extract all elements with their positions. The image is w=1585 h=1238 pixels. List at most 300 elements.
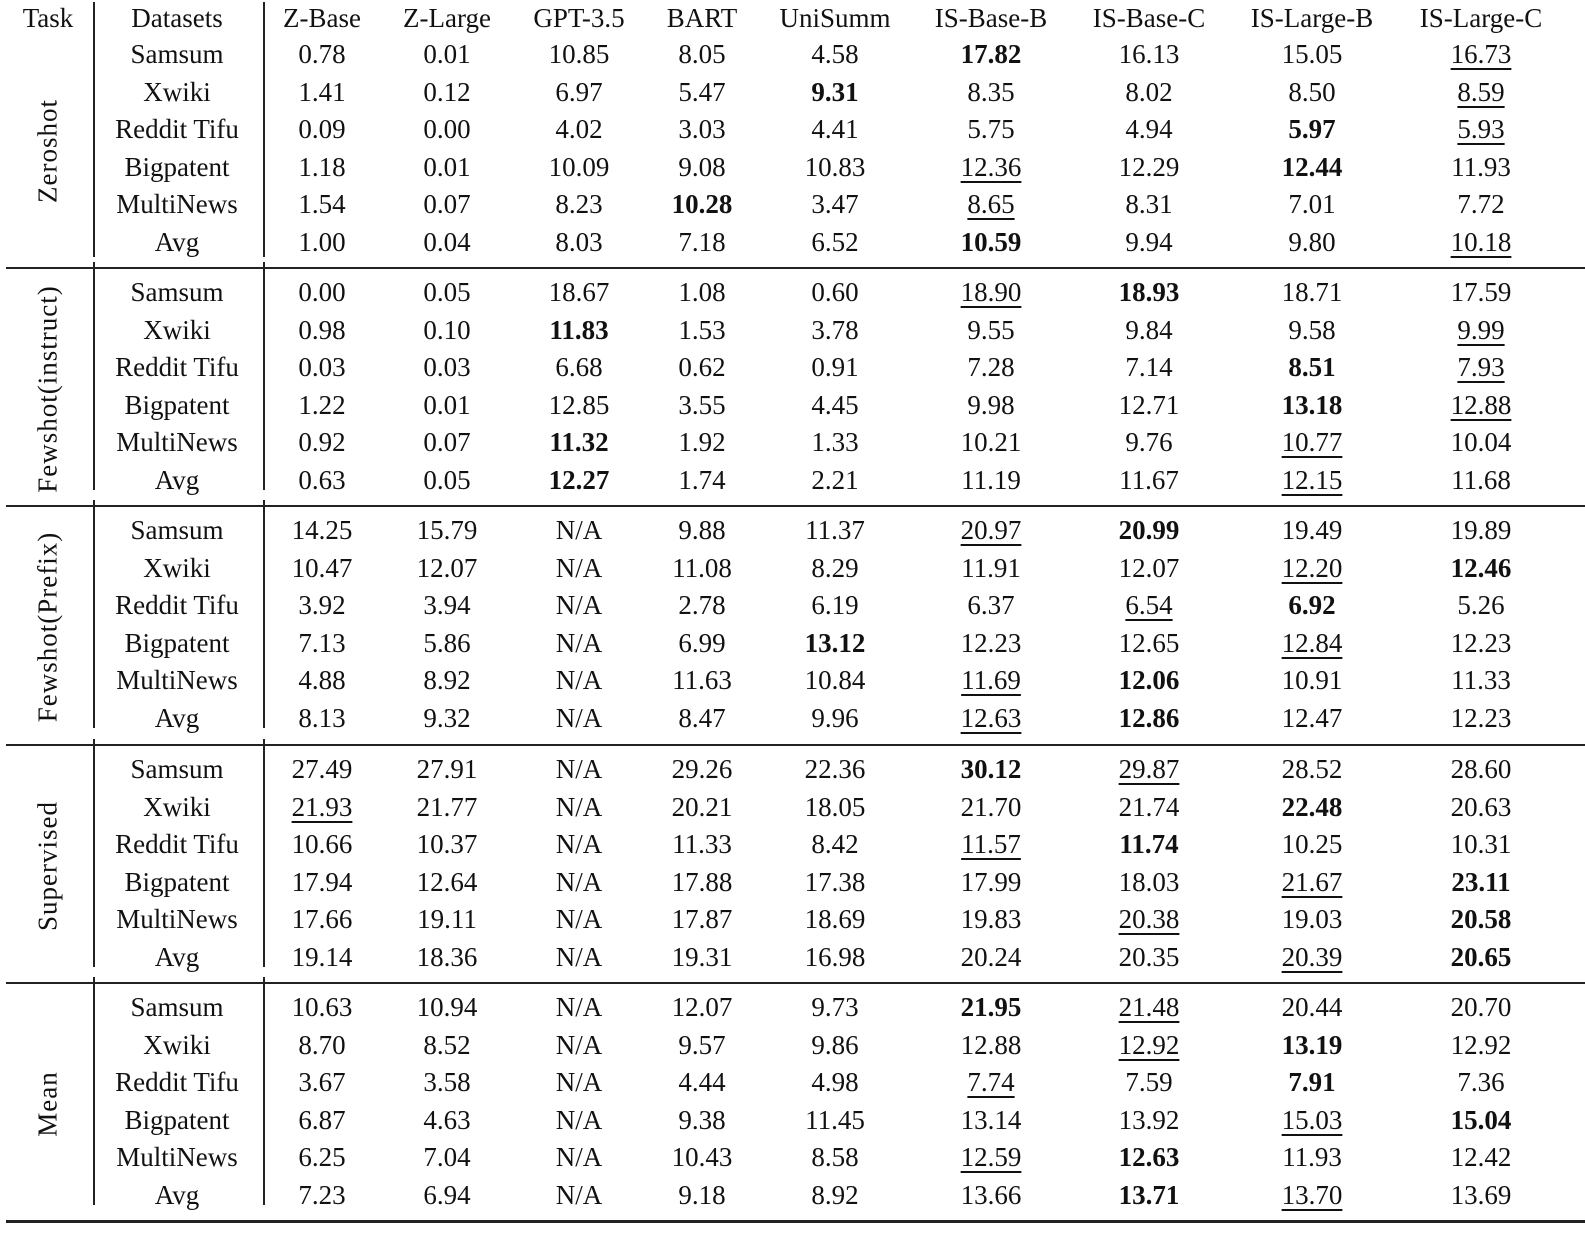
score-value: 12.42: [1450, 1142, 1512, 1172]
score-value: 9.99: [1457, 314, 1505, 345]
score-value: 12.47: [1281, 702, 1343, 733]
table-row: [0, 700, 1585, 738]
score-value: 9.80: [1288, 226, 1336, 257]
score-value: 0.63: [298, 464, 346, 495]
score-value: 1.74: [678, 464, 726, 495]
best-score-cell: [1237, 149, 1387, 187]
second-best-score-cell: [1406, 111, 1556, 149]
score-value: 21.93: [291, 791, 353, 822]
score-cell: [262, 1027, 382, 1065]
score-value: 9.55: [967, 314, 1015, 345]
column-header: IS-Large-C: [1419, 3, 1543, 33]
score-value: 11.69: [961, 665, 1021, 695]
second-best-score-cell: [1237, 1177, 1387, 1215]
score-cell: [770, 864, 900, 902]
score-cell: [1406, 424, 1556, 462]
best-score-cell: [1074, 274, 1224, 312]
score-value: 12.92: [1450, 1029, 1512, 1060]
score-cell: [387, 462, 507, 500]
score-cell: [1406, 512, 1556, 550]
table-row: [0, 224, 1585, 262]
score-cell: [1237, 312, 1387, 350]
second-best-score-cell: [1237, 864, 1387, 902]
score-value: 19.89: [1450, 515, 1512, 545]
score-cell: [1406, 662, 1556, 700]
score-value: N/A: [555, 1029, 603, 1060]
score-cell: [1406, 186, 1556, 224]
score-cell: [519, 387, 639, 425]
score-value: 20.24: [960, 941, 1022, 972]
score-value: 12.71: [1118, 389, 1180, 420]
score-cell: [770, 36, 900, 74]
score-cell: [387, 1064, 507, 1102]
best-score-cell: [1074, 662, 1224, 700]
score-cell: [770, 1064, 900, 1102]
score-cell: [387, 939, 507, 977]
score-value: 15.04: [1450, 1104, 1512, 1135]
score-value: 7.91: [1288, 1067, 1336, 1097]
score-value: 3.03: [678, 114, 726, 144]
score-value: 11.45: [805, 1104, 865, 1135]
score-cell: [770, 349, 900, 387]
score-value: 12.20: [1281, 552, 1343, 583]
score-cell: [387, 1102, 507, 1140]
score-value: 2.78: [678, 590, 726, 620]
score-value: 18.90: [960, 277, 1022, 307]
score-value: 20.21: [671, 791, 733, 822]
score-cell: [519, 149, 639, 187]
score-value: 8.31: [1125, 189, 1173, 219]
score-cell: [647, 989, 757, 1027]
score-value: 16.98: [804, 941, 866, 972]
score-value: 0.04: [423, 226, 471, 257]
second-best-score-cell: [1406, 74, 1556, 112]
score-value: 12.29: [1118, 151, 1180, 182]
score-value: 8.13: [298, 702, 346, 733]
table-row: [0, 387, 1585, 425]
score-cell: [770, 700, 900, 738]
score-cell: [262, 186, 382, 224]
score-cell: [387, 901, 507, 939]
score-value: N/A: [555, 791, 603, 822]
score-value: 11.83: [549, 314, 609, 345]
score-value: 20.35: [1118, 941, 1180, 972]
score-value: N/A: [555, 904, 603, 934]
score-cell: [1406, 149, 1556, 187]
score-value: 6.68: [555, 352, 603, 382]
score-cell: [647, 625, 757, 663]
score-cell: [647, 1102, 757, 1140]
second-best-score-cell: [1074, 1027, 1224, 1065]
score-cell: [916, 864, 1066, 902]
score-cell: [387, 1177, 507, 1215]
second-best-score-cell: [262, 789, 382, 827]
task-column-divider: [93, 262, 95, 490]
score-value: 4.88: [298, 665, 346, 695]
table-row: [0, 789, 1585, 827]
score-value: 28.52: [1281, 754, 1343, 784]
column-header: IS-Base-C: [1092, 3, 1206, 33]
score-cell: [770, 149, 900, 187]
score-value: 3.92: [298, 590, 346, 620]
score-value: 10.91: [1281, 665, 1343, 695]
score-cell: [770, 387, 900, 425]
dataset-name: Bigpatent: [124, 627, 230, 658]
score-cell: [1074, 1102, 1224, 1140]
score-cell: [1237, 662, 1387, 700]
score-cell: [1074, 149, 1224, 187]
score-value: 7.01: [1288, 189, 1336, 219]
score-cell: [647, 826, 757, 864]
score-value: 12.63: [960, 702, 1022, 733]
score-value: 9.84: [1125, 314, 1173, 345]
score-value: 18.67: [548, 277, 610, 307]
table-row: [0, 462, 1585, 500]
score-value: 0.12: [423, 76, 471, 107]
score-cell: [770, 901, 900, 939]
score-cell: [262, 625, 382, 663]
second-best-score-cell: [1237, 939, 1387, 977]
best-score-cell: [519, 462, 639, 500]
table-row: [0, 1102, 1585, 1140]
score-cell: [770, 662, 900, 700]
column-header: IS-Base-B: [934, 3, 1048, 33]
score-value: 1.22: [298, 389, 346, 420]
best-score-cell: [916, 36, 1066, 74]
score-cell: [1074, 1064, 1224, 1102]
score-cell: [647, 462, 757, 500]
score-value: 8.42: [811, 829, 859, 859]
score-value: 13.66: [960, 1179, 1022, 1210]
best-score-cell: [1406, 550, 1556, 588]
table-row: [0, 1027, 1585, 1065]
score-value: 13.19: [1281, 1029, 1343, 1060]
score-value: N/A: [555, 665, 603, 695]
score-value: 5.97: [1288, 114, 1336, 144]
score-value: 19.14: [291, 941, 353, 972]
score-cell: [519, 1064, 639, 1102]
score-value: 27.91: [416, 754, 478, 784]
best-score-cell: [1074, 826, 1224, 864]
dataset-name: Samsum: [130, 277, 224, 307]
task-column-divider: [93, 739, 95, 967]
task-column-divider: [93, 500, 95, 728]
table-row: [0, 512, 1585, 550]
score-cell: [1237, 36, 1387, 74]
score-value: 10.25: [1281, 829, 1343, 859]
dataset-column-divider: [263, 2, 265, 257]
score-value: 7.93: [1457, 352, 1505, 382]
score-value: 6.52: [811, 226, 859, 257]
score-value: 12.86: [1118, 702, 1180, 733]
dataset-name: Avg: [154, 226, 200, 257]
score-value: 18.03: [1118, 866, 1180, 897]
score-value: 8.58: [811, 1142, 859, 1172]
table-row: [0, 1064, 1585, 1102]
score-value: 11.19: [961, 464, 1021, 495]
score-value: 13.14: [960, 1104, 1022, 1135]
second-best-score-cell: [1074, 901, 1224, 939]
score-value: 10.09: [548, 151, 610, 182]
dataset-name: Avg: [154, 941, 200, 972]
group-separator: [6, 982, 1585, 984]
dataset-name: Xwiki: [143, 552, 211, 583]
dataset-name: Bigpatent: [124, 151, 230, 182]
score-cell: [770, 1027, 900, 1065]
score-value: 20.70: [1450, 992, 1512, 1022]
score-value: 4.58: [811, 39, 859, 69]
score-cell: [1406, 1064, 1556, 1102]
score-value: 8.52: [423, 1029, 471, 1060]
table-row: [0, 274, 1585, 312]
score-cell: [647, 149, 757, 187]
best-score-cell: [1237, 587, 1387, 625]
task-label: Zeroshot: [32, 98, 63, 203]
score-value: 9.96: [811, 702, 859, 733]
score-cell: [1237, 989, 1387, 1027]
table-row: [0, 864, 1585, 902]
score-value: 11.32: [549, 427, 609, 457]
score-value: 19.11: [417, 904, 477, 934]
score-cell: [770, 312, 900, 350]
score-cell: [387, 312, 507, 350]
score-cell: [770, 186, 900, 224]
score-cell: [916, 74, 1066, 112]
score-cell: [916, 424, 1066, 462]
score-cell: [519, 587, 639, 625]
second-best-score-cell: [1237, 424, 1387, 462]
table-row: [0, 989, 1585, 1027]
score-value: 9.86: [811, 1029, 859, 1060]
score-cell: [916, 1027, 1066, 1065]
score-cell: [262, 274, 382, 312]
score-cell: [770, 989, 900, 1027]
score-value: 5.93: [1457, 114, 1505, 144]
score-value: 20.63: [1450, 791, 1512, 822]
score-cell: [770, 1102, 900, 1140]
score-cell: [647, 587, 757, 625]
dataset-name: MultiNews: [116, 189, 238, 219]
score-cell: [519, 700, 639, 738]
score-value: 11.93: [1282, 1142, 1342, 1172]
task-label: Mean: [32, 1070, 63, 1137]
dataset-name: Samsum: [130, 39, 224, 69]
column-header: Datasets: [131, 3, 223, 33]
score-cell: [387, 349, 507, 387]
score-cell: [916, 625, 1066, 663]
score-cell: [1406, 751, 1556, 789]
score-cell: [1406, 587, 1556, 625]
score-cell: [519, 864, 639, 902]
score-cell: [1237, 74, 1387, 112]
score-value: 20.44: [1281, 992, 1343, 1022]
score-value: 8.70: [298, 1029, 346, 1060]
dataset-column-divider: [263, 739, 265, 967]
score-cell: [647, 1139, 757, 1177]
score-value: 7.04: [423, 1142, 471, 1172]
score-value: 0.00: [298, 277, 346, 307]
score-cell: [519, 939, 639, 977]
score-value: 19.31: [671, 941, 733, 972]
score-cell: [647, 662, 757, 700]
score-value: 0.00: [423, 114, 471, 144]
score-value: 21.70: [960, 791, 1022, 822]
score-cell: [1237, 224, 1387, 262]
score-value: 8.50: [1288, 76, 1336, 107]
score-value: 6.37: [967, 590, 1015, 620]
score-value: 7.14: [1125, 352, 1173, 382]
score-value: 13.69: [1450, 1179, 1512, 1210]
best-score-cell: [1237, 387, 1387, 425]
score-value: 18.36: [416, 941, 478, 972]
dataset-name: Xwiki: [143, 314, 211, 345]
score-value: 9.73: [811, 992, 859, 1022]
score-cell: [1074, 36, 1224, 74]
score-value: 0.03: [298, 352, 346, 382]
score-cell: [262, 662, 382, 700]
table-row: [0, 111, 1585, 149]
score-cell: [387, 387, 507, 425]
task-column-divider: [93, 2, 95, 257]
score-cell: [519, 1102, 639, 1140]
score-value: 18.71: [1281, 277, 1343, 307]
score-value: 0.92: [298, 427, 346, 457]
score-value: 4.41: [811, 114, 859, 144]
dataset-name: Avg: [154, 702, 200, 733]
column-header: Task: [22, 3, 74, 33]
score-cell: [519, 826, 639, 864]
dataset-name: Samsum: [130, 515, 224, 545]
score-value: 16.13: [1118, 39, 1180, 69]
score-value: N/A: [555, 1067, 603, 1097]
second-best-score-cell: [1237, 462, 1387, 500]
dataset-name: MultiNews: [116, 665, 238, 695]
score-value: 0.60: [811, 277, 859, 307]
second-best-score-cell: [1074, 587, 1224, 625]
score-value: 13.12: [804, 627, 866, 658]
score-value: 10.04: [1450, 427, 1512, 457]
score-value: 23.11: [1451, 866, 1511, 897]
score-cell: [916, 901, 1066, 939]
second-best-score-cell: [1074, 751, 1224, 789]
score-cell: [770, 224, 900, 262]
score-value: 12.46: [1450, 552, 1512, 583]
score-cell: [519, 662, 639, 700]
score-cell: [1074, 186, 1224, 224]
score-cell: [647, 700, 757, 738]
score-value: 9.98: [967, 389, 1015, 420]
table-row: [0, 625, 1585, 663]
score-cell: [387, 550, 507, 588]
score-value: 0.03: [423, 352, 471, 382]
score-cell: [1074, 387, 1224, 425]
score-value: 10.21: [960, 427, 1022, 457]
table-row: [0, 901, 1585, 939]
score-cell: [387, 274, 507, 312]
best-score-cell: [1406, 901, 1556, 939]
score-cell: [1074, 462, 1224, 500]
score-cell: [1406, 989, 1556, 1027]
score-value: 19.03: [1281, 904, 1343, 934]
second-best-score-cell: [1074, 989, 1224, 1027]
score-value: 12.07: [1118, 552, 1180, 583]
score-value: 0.01: [423, 389, 471, 420]
score-cell: [647, 1177, 757, 1215]
score-value: 10.37: [416, 829, 478, 859]
score-cell: [387, 111, 507, 149]
score-value: 18.69: [804, 904, 866, 934]
score-cell: [1237, 186, 1387, 224]
score-value: 10.59: [960, 226, 1022, 257]
score-value: 5.26: [1457, 590, 1505, 620]
score-cell: [519, 186, 639, 224]
score-value: 22.36: [804, 754, 866, 784]
score-value: 5.47: [678, 76, 726, 107]
score-cell: [647, 36, 757, 74]
score-value: 1.54: [298, 189, 346, 219]
score-cell: [770, 751, 900, 789]
score-value: 11.08: [672, 552, 732, 583]
score-value: 8.02: [1125, 76, 1173, 107]
score-value: 10.77: [1281, 427, 1343, 457]
header-row: [0, 0, 1585, 38]
second-best-score-cell: [1237, 1102, 1387, 1140]
score-value: 12.84: [1281, 627, 1343, 658]
table-row: [0, 349, 1585, 387]
best-score-cell: [1237, 789, 1387, 827]
group-separator: [6, 267, 1585, 269]
score-value: 27.49: [291, 754, 353, 784]
score-cell: [262, 826, 382, 864]
best-score-cell: [519, 312, 639, 350]
table-row: [0, 36, 1585, 74]
score-value: 16.73: [1450, 39, 1512, 69]
dataset-name: Reddit Tifu: [115, 590, 239, 620]
dataset-name: Avg: [154, 464, 200, 495]
score-value: 4.02: [555, 114, 603, 144]
score-value: 20.65: [1450, 941, 1512, 972]
score-value: 17.66: [291, 904, 353, 934]
score-value: 1.08: [678, 277, 726, 307]
score-value: 7.18: [678, 226, 726, 257]
best-score-cell: [916, 224, 1066, 262]
score-value: 4.63: [423, 1104, 471, 1135]
score-cell: [770, 111, 900, 149]
score-cell: [647, 424, 757, 462]
score-value: N/A: [555, 829, 603, 859]
table-row: [0, 662, 1585, 700]
score-cell: [387, 1027, 507, 1065]
score-cell: [916, 1102, 1066, 1140]
score-value: 10.84: [804, 665, 866, 695]
score-value: N/A: [555, 1104, 603, 1135]
score-value: 3.94: [423, 590, 471, 620]
score-cell: [1074, 111, 1224, 149]
second-best-score-cell: [1237, 550, 1387, 588]
column-header: UniSumm: [779, 3, 891, 33]
score-cell: [647, 74, 757, 112]
score-value: 8.59: [1457, 76, 1505, 107]
second-best-score-cell: [916, 662, 1066, 700]
score-value: 17.88: [671, 866, 733, 897]
score-cell: [1074, 550, 1224, 588]
score-cell: [647, 512, 757, 550]
score-cell: [1074, 789, 1224, 827]
score-cell: [262, 1177, 382, 1215]
score-value: 10.85: [548, 39, 610, 69]
score-value: 1.18: [298, 151, 346, 182]
score-cell: [770, 274, 900, 312]
